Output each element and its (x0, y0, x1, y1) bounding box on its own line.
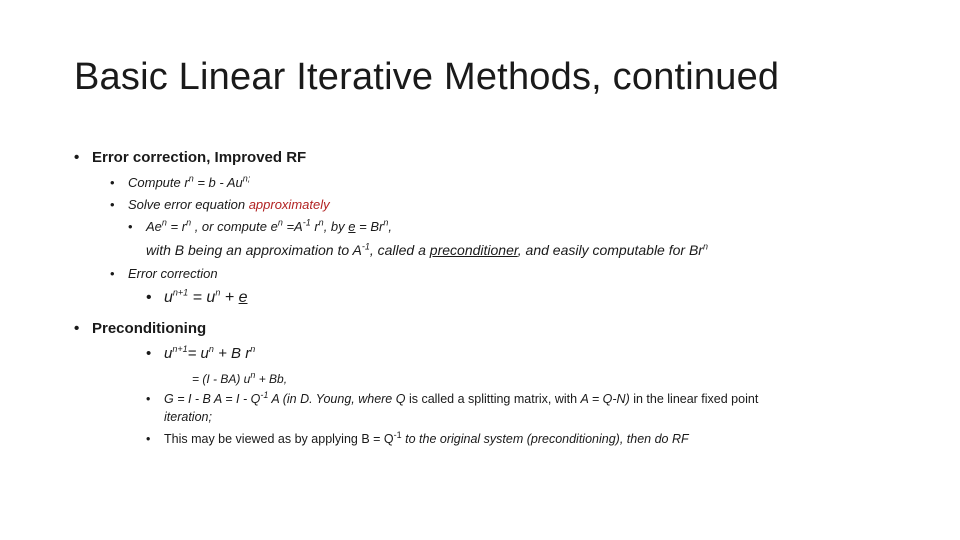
bullet-dot: • (74, 149, 80, 166)
bullet-iteration-matrix: • G = I - B $A = I - Q^{-1}$ A (in D. Young, where Q is called a splitting matrix, with A = Q-N) in the linear fixed point (146, 389, 759, 406)
bullet-error-equation-formula: • $Ae^n = r^n$ , or compute $e^n =A^{-1}$ $r^n$, by $e = Br^n$, (128, 217, 392, 234)
bullet-error-correction: • Error correction (110, 266, 218, 281)
expanded-update: = (I - BA) $u^n + Bb$, (192, 370, 288, 386)
iteration-continuation: iteration; (164, 410, 212, 424)
bullet-text: Error correction, Improved RF (92, 149, 307, 166)
bullet-dot: • (146, 289, 152, 306)
bullet-dot: • (74, 320, 80, 337)
bullet-dot: • (146, 392, 151, 406)
bullet-preconditioning-interpretation: • This may be viewed as by applying $B = Q^{-1}$ to the original system (preconditioning), then do RF (146, 429, 689, 446)
bullet-dot: • (110, 175, 115, 190)
bullet-error-correction-improved-rf (74, 149, 306, 166)
bullet-solve-error-equation: • Solve error equation approximately (110, 197, 330, 212)
bullet-dot: • (128, 219, 133, 234)
slide-title: Basic Linear Iterative Methods, continued (74, 56, 780, 98)
bullet-dot: • (146, 432, 151, 446)
bullet-compute-residual: • Compute $r^n = b - Au^{n;}$ (110, 173, 251, 190)
bullet-dot: • (146, 345, 152, 362)
bullet-preconditioned-update: • $u^{n+1}= u^n + B$ $r^n$ (146, 344, 256, 362)
bullet-preconditioning: • Preconditioning (74, 320, 207, 337)
approximately-highlight: approximately (248, 197, 330, 212)
bullet-update-formula: • $u^{n+1} = u^n + e$ (146, 287, 248, 306)
preconditioner-definition: with B being an approximation to $A^{-1}$, called a preconditioner, and easily computable for Br$^n$ (146, 241, 708, 258)
bullet-dot: • (110, 266, 115, 281)
bullet-dot: • (110, 197, 115, 212)
